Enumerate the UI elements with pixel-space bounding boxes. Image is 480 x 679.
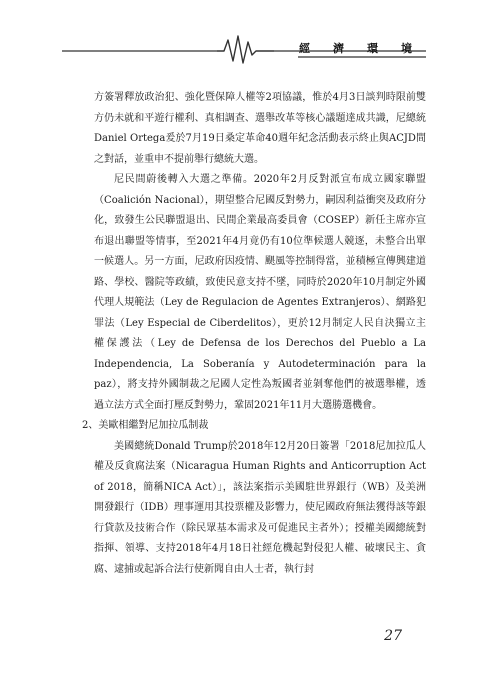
- paragraph-continued: 方簽署釋放政治犯、強化暨保障人權等2項協議，惟於4月3日談判時限前雙方仍未就和平遊行權利、真相調查、選舉改革等核心議題達成共識，尼總統Daniel Ortega爰於7月19日桑定革命40週年紀念活動表示終止與ACJD間之對話，並重申不提前舉行總統大選。: [94, 92, 426, 165]
- page-body: [82, 88, 426, 580]
- paragraph: 尼民間蔚後轉入大選之準備。2020年2月反對派宣布成立國家聯盟（Coalición Nacional），期望整合尼國反對勢力，嗣因利益衝突及政府分化，致發生公民聯盟退出、民間企業最高委員會（COSEP）新任主席亦宣布退出聯盟等情事，至2021年4月竟仍有10位準候選人競逐，未整合出單一候選人。另一方面，尼政府因疫情、颶風等控制得當，並積極宣傳興建道路、學校、醫院等政績，致使民意支持不墜，同時於2020年10月制定外國代理人規範法（Ley de Regulacion de Agentes Extranjeros）、網路犯罪法（Ley Especial de Ciberdelitos），更於12月制定人民自決獨立主權保護法（Ley de Defensa de los Derechos del Pueblo a La Independencia, La Soberanía y Autodeterminación para la paz），將支持外國制裁之尼國人定性為叛國者並剝奪他們的被選舉權，透過立法方式全面打壓反對勢力，鞏固2021年11月大選勝選機會。: [94, 174, 426, 411]
- section-heading: 2、美歐相繼對尼加拉瓜制裁: [82, 420, 209, 431]
- header-title: 經 濟 環 境: [299, 42, 418, 55]
- section-paragraph: 美國總統Donald Trump於2018年12月20日簽署「2018尼加拉瓜人權及反貪腐法案（Nicaragua Human Rights and Anticorruption Act of 2018，簡稱NICA Act）」，該法案指示美國駐世界銀行（WB）及美洲開發銀行（IDB）理事運用其投票權及影響力，使尼國政府無法獲得該等銀行貸款及技術合作（除民眾基本需求及可促進民主者外）；授權美國總統對指揮、領導、支持2018年4月18日社經危機起對侵犯人權、破壞民主、貪腐、逮捕或起訴合法行使新聞自由人士者，執行封: [94, 440, 426, 575]
- page-number: 27: [384, 628, 402, 644]
- running-header: [62, 30, 426, 70]
